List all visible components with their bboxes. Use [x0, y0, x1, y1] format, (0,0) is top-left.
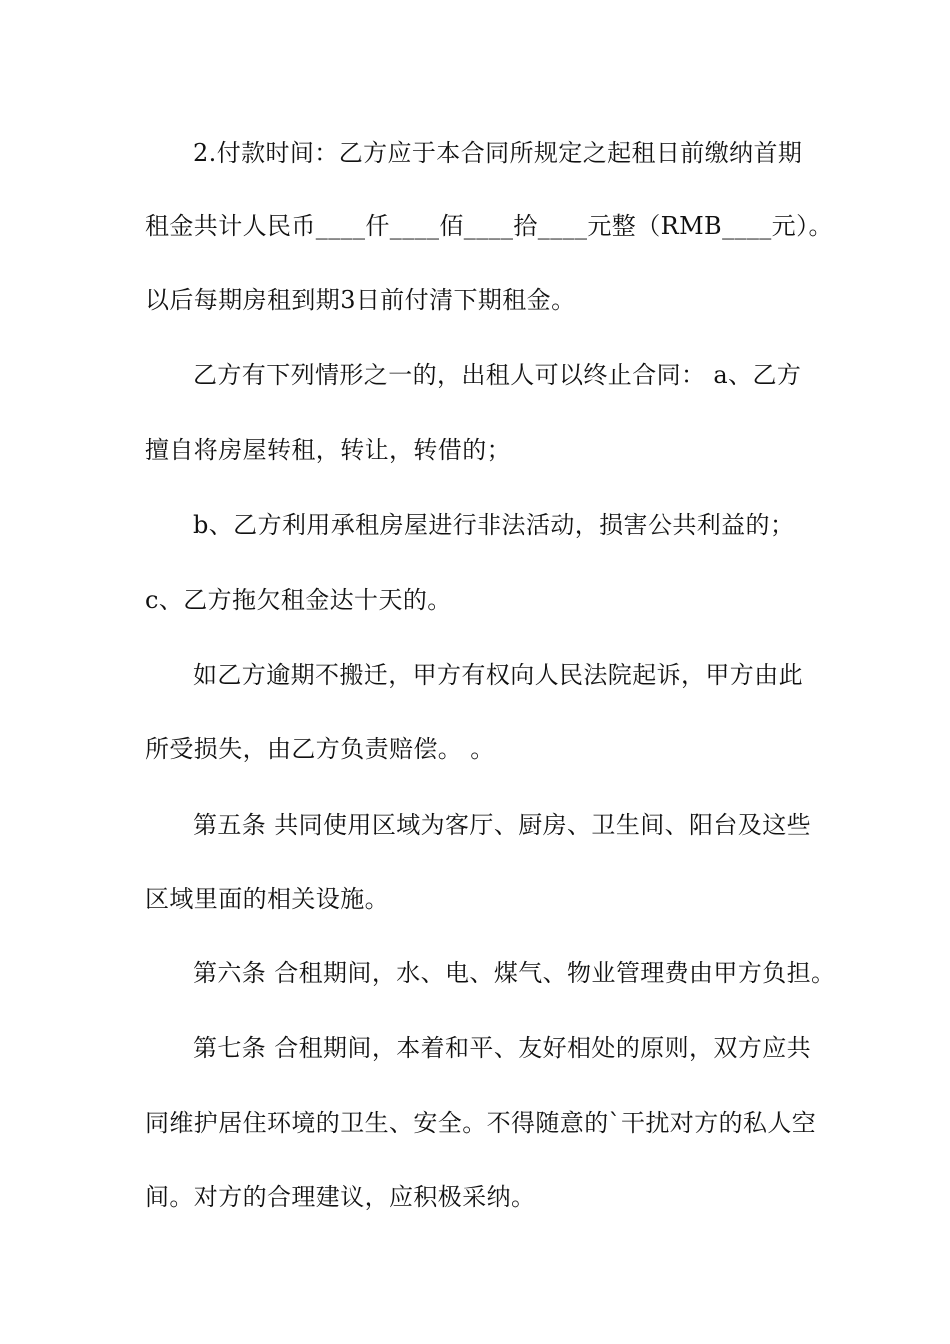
text-line: 同维护居住环境的卫生、安全。不得随意的`干扰对方的私人空	[145, 1109, 817, 1137]
text-line: 2.付款时间：乙方应于本合同所规定之起租日前缴纳首期	[193, 139, 803, 167]
text-line: b、乙方利用承租房屋进行非法活动，损害公共利益的；	[193, 511, 795, 539]
text-line: 第五条 共同使用区域为客厅、厨房、卫生间、阳台及这些	[193, 811, 812, 839]
text-line: 第七条 合租期间，本着和平、友好相处的原则，双方应共	[193, 1034, 812, 1062]
text-line: 乙方有下列情形之一的，出租人可以终止合同： a、乙方	[193, 361, 802, 389]
text-line: c、乙方拖欠租金达十天的。	[145, 586, 452, 614]
text-line: 擅自将房屋转租，转让，转借的；	[145, 436, 511, 464]
text-line: 所受损失，由乙方负责赔偿。 。	[145, 735, 495, 763]
text-line: 区域里面的相关设施。	[145, 885, 389, 913]
text-line: 如乙方逾期不搬迁，甲方有权向人民法院起诉，甲方由此	[193, 661, 803, 689]
text-line: 租金共计人民币____仟____佰____拾____元整（RMB____元）。	[145, 212, 833, 240]
text-line: 第六条 合租期间，水、电、煤气、物业管理费由甲方负担。	[193, 959, 836, 987]
text-line: 以后每期房租到期3日前付清下期租金。	[145, 286, 576, 314]
text-line: 间。对方的合理建议，应积极采纳。	[145, 1183, 536, 1211]
